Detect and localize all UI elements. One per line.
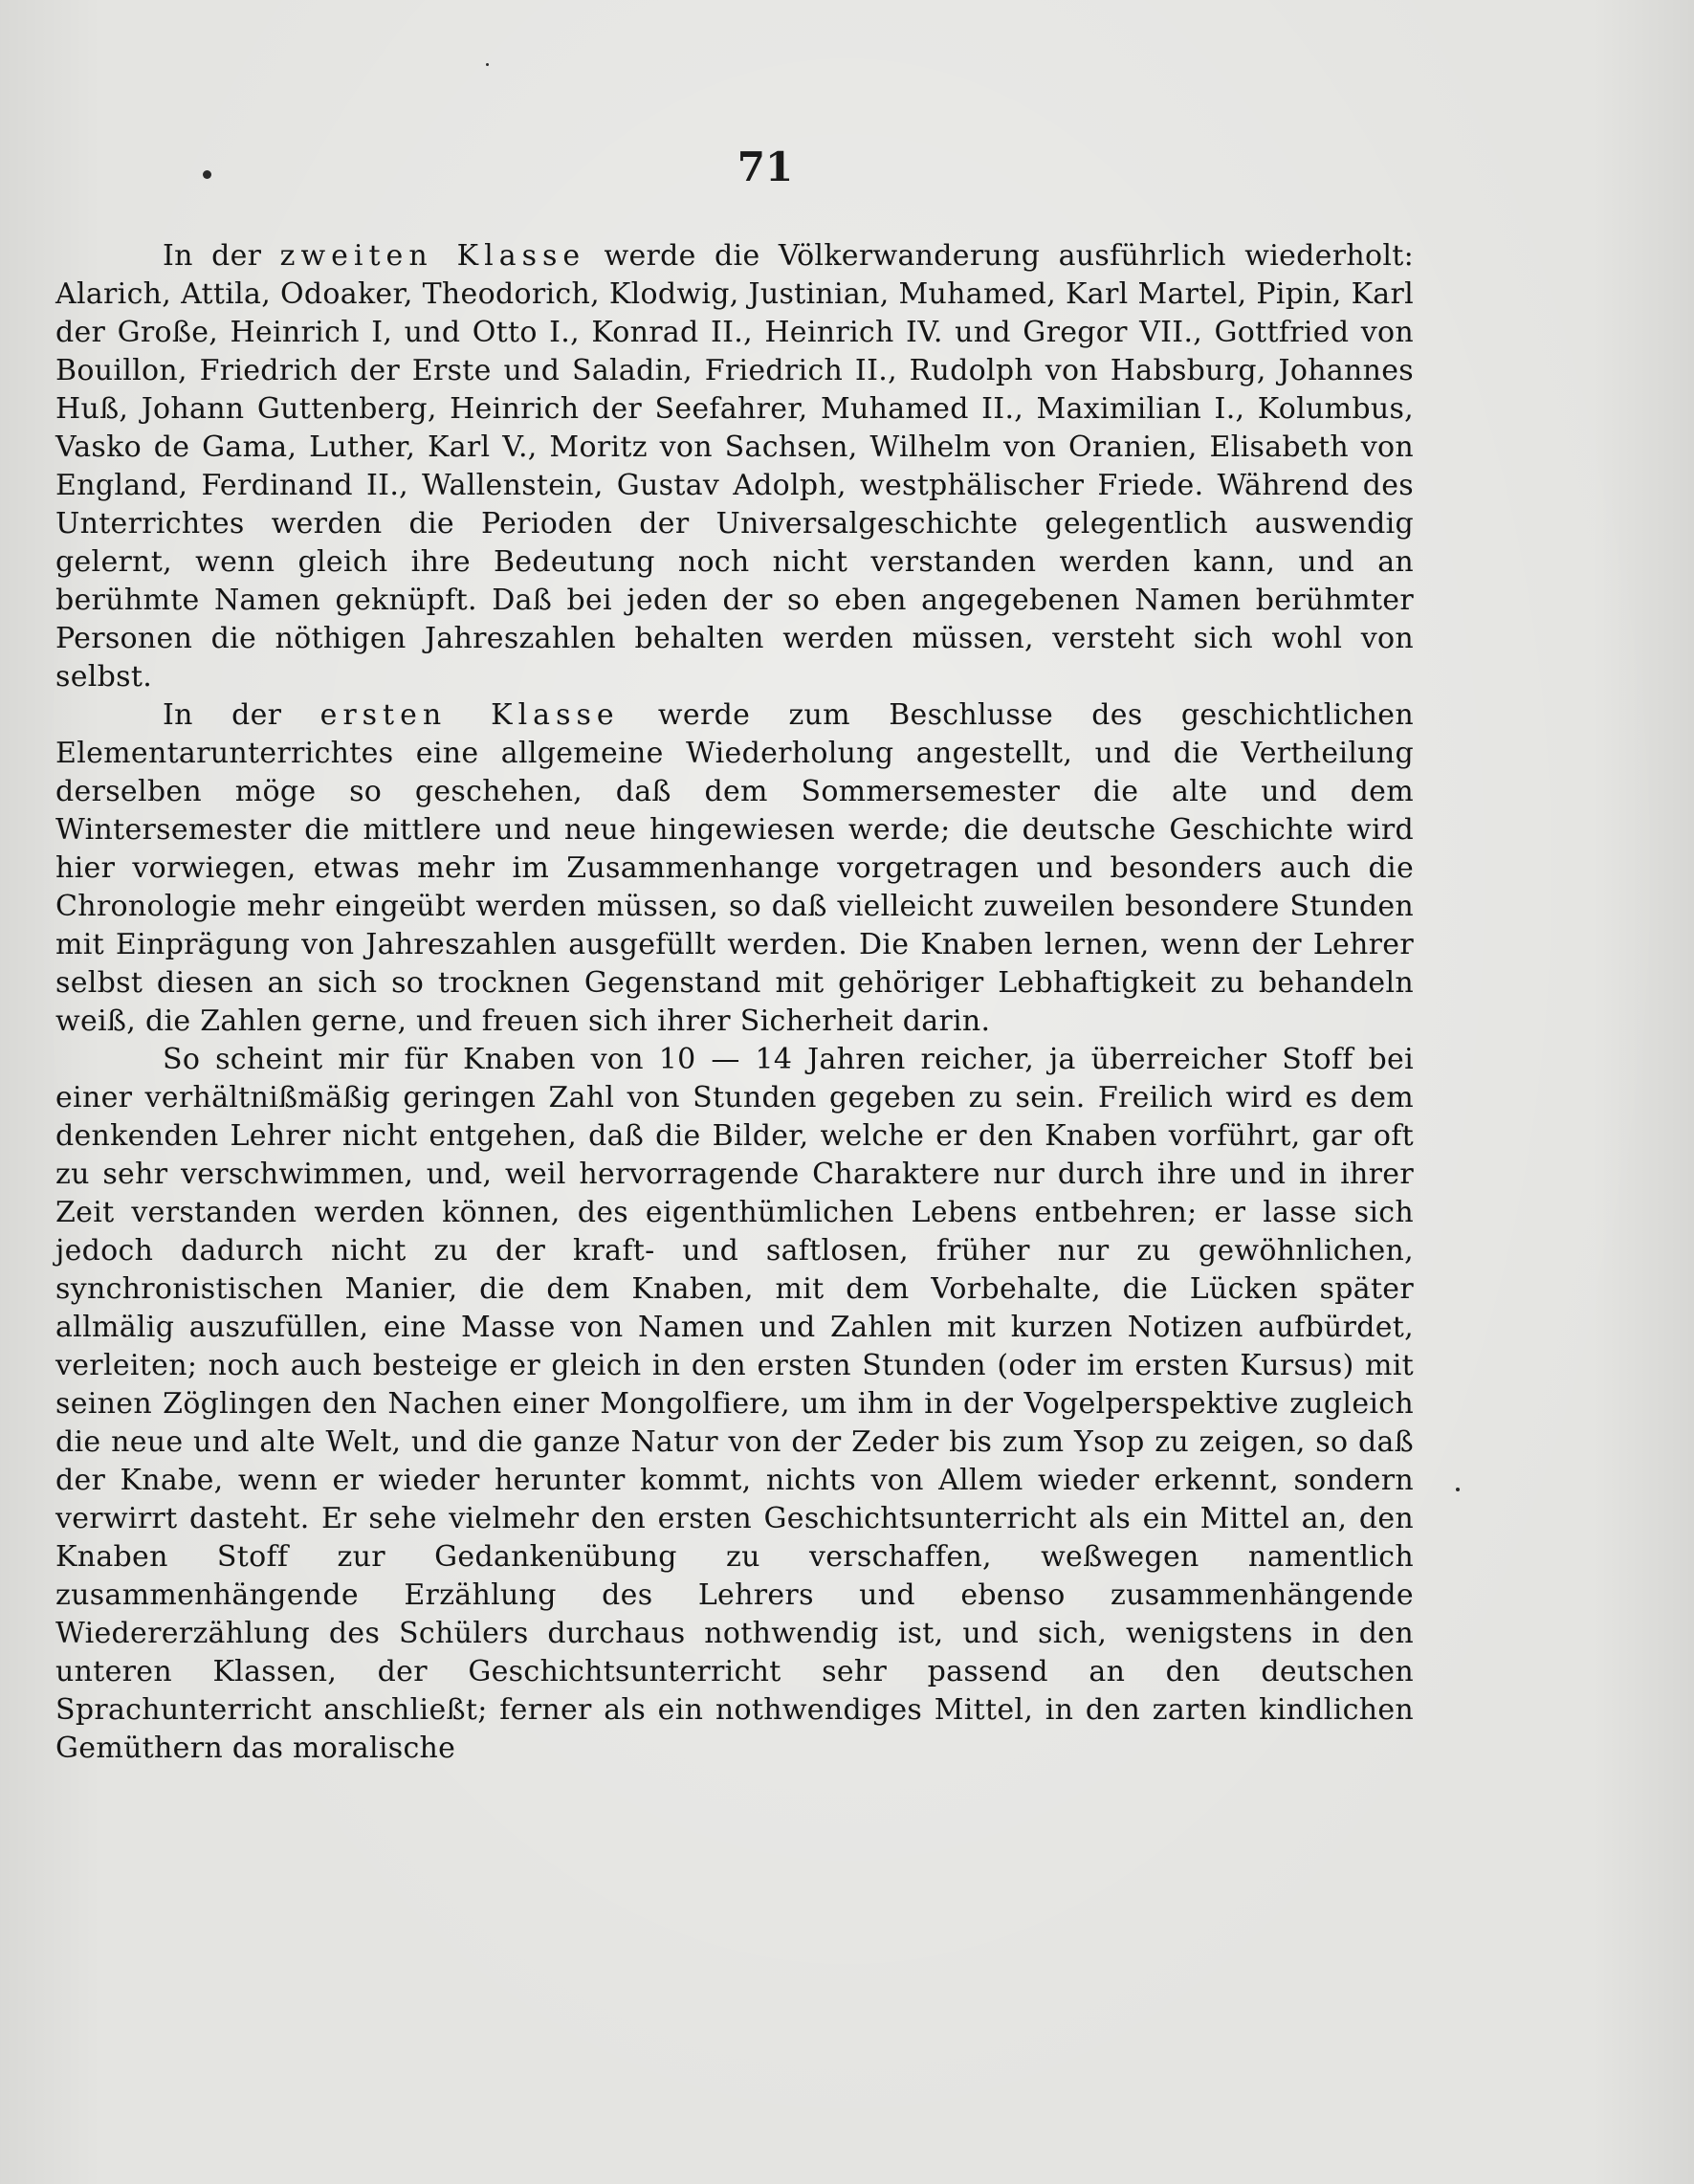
paragraph-text: werde zum Beschlusse des geschichtlichen Elementarunterrichtes eine allgemeine Wiederholung angestellt, und die Vertheilung derselben möge so geschehen, daß dem Sommersemester die alte und dem Wintersemester die mittlere und neue hingewiesen werde; die deutsche Geschichte wird hier vorwiegen, etwas mehr im Zusammenhange vorgetragen und besonders auch die Chronologie mehr eingeübt werden müssen, so daß vielleicht zuweilen besondere Stunden mit Einprägung von Jahreszahlen ausgefüllt werden. Die Knaben lernen, wenn der Lehrer selbst diesen an sich so trocknen Gegenstand mit gehöriger Lebhaftigkeit zu behandeln weiß, die Zahlen gerne, und freuen sich ihrer Sicherheit darin. [55,698,1414,1038]
paragraph-text: So scheint mir für Knaben von 10 — 14 Jahren reicher, ja überreicher Stoff bei einer verhältnißmäßig geringen Zahl von Stunden gegeben zu sein. Freilich wird es dem denkenden Lehrer nicht entgehen, daß die Bilder, welche er den Knaben vorführt, gar oft zu sehr verschwimmen, und, weil hervorragende Charaktere nur durch ihre und in ihrer Zeit verstanden werden können, des eigenthümlichen Lebens entbehren; er lasse sich jedoch dadurch nicht zu der kraft- und saftlosen, früher nur zu gewöhnlichen, synchronistischen Manier, die dem Knaben, mit dem Vorbehalte, die Lücken später allmälig auszufüllen, eine Masse von Namen und Zahlen mit kurzen Notizen aufbürdet, verleiten; noch auch besteige er gleich in den ersten Stunden (oder im ersten Kursus) mit seinen Zöglingen den Nachen einer Mongolfiere, um ihm in der Vogelperspektive zugleich die neue und alte Welt, und die ganze Natur von der Zeder bis zum Ysop zu zeigen, so daß der Knabe, wenn er wieder herunter kommt, nichts von Allem wieder erkennt, sondern verwirrt dasteht. Er sehe vielmehr den ersten Geschichtsunterricht als ein Mittel an, den Knaben Stoff zur Gedankenübung zu verschaffen, weßwegen namentlich zusammenhängende Erzählung des Lehrers und ebenso zusammenhängende Wiedererzählung des Schülers durchaus nothwendig ist, und sich, wenigstens in den unteren Klassen, der Geschichtsunterricht sehr passend an den deutschen Sprachunterricht anschließt; ferner als ein nothwendiges Mittel, in den zarten kindlichen Gemüthern das moralische [55,1043,1414,1765]
paragraph-conclusion [55,1041,1414,1768]
paragraph-first-class [55,696,1414,1041]
emphasized-term: ersten Klasse [319,698,620,732]
paragraph-lead: In der [163,239,280,273]
page-speck-mark [486,63,489,66]
page-number: 71 [737,143,794,190]
body-text [55,237,1414,1768]
paragraph-second-class [55,237,1414,696]
paragraph-text: werde die Völkerwanderung ausführlich wiederholt: Alarich, Attila, Odoaker, Theodorich, Klodwig, Justinian, Muhamed, Karl Martel, Pipin, Karl der Große, Heinrich I, und Otto I., Konrad II., Heinrich IV. und Gregor VII., Gottfried von Bouillon, Friedrich der Erste und Saladin, Friedrich II., Rudolph von Habsburg, Johannes Huß, Johann Guttenberg, Heinrich der Seefahrer, Muhamed II., Maximilian I., Kolumbus, Vasko de Gama, Luther, Karl V., Moritz von Sachsen, Wilhelm von Oranien, Elisabeth von England, Ferdinand II., Wallenstein, Gustav Adolph, westphälischer Friede. Während des Unterrichtes werden die Perioden der Universalgeschichte gelegentlich auswendig gelernt, wenn gleich ihre Bedeutung noch nicht verstanden werden kann, und an berühmte Namen geknüpft. Daß bei jeden der so eben angegebenen Namen berühmter Personen die nöthigen Jahreszahlen behalten werden müssen, versteht sich wohl von selbst. [55,239,1414,694]
page-speck-mark [1456,1488,1460,1491]
emphasized-term: zweiten Klasse [279,239,586,273]
paragraph-lead: In der [163,698,320,732]
